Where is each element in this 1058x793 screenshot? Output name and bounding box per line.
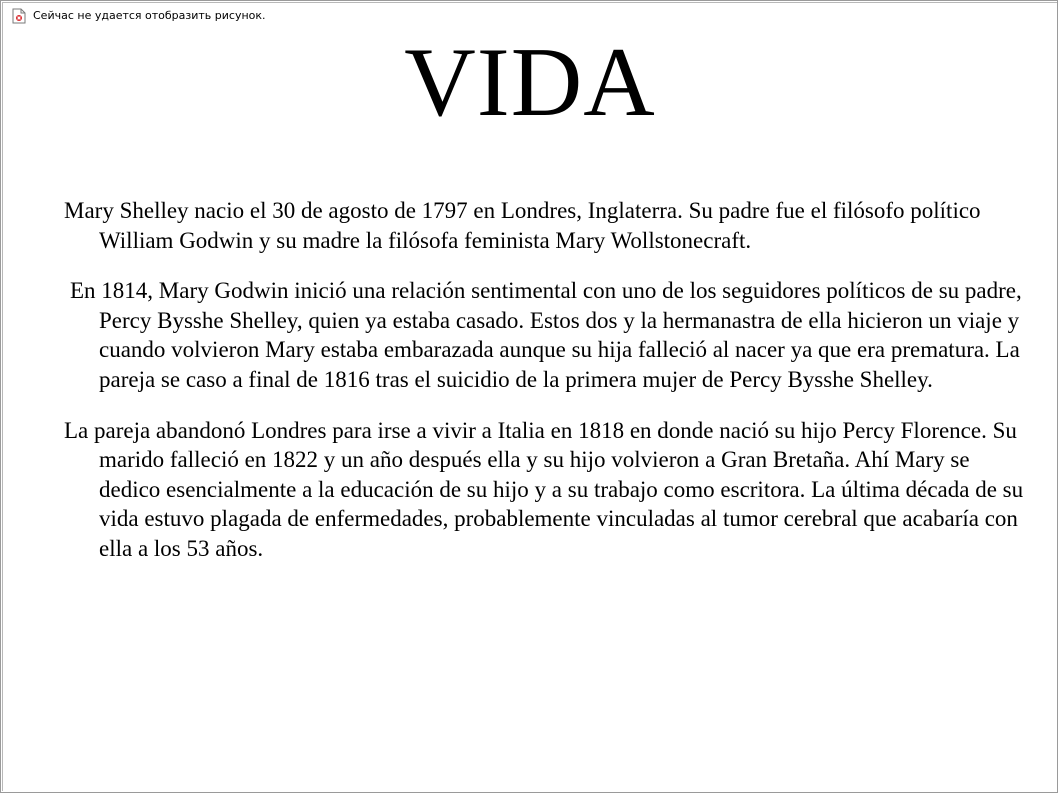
paragraph-italy: La pareja abandonó Londres para irse a vivir a Italia en 1818 en donde nació su hijo Percy Florence. Su marido falleció en 1822 y un año después ella y su hijo volvieron a Gran Bretaña. Ahí Mary se dedico esencialmente a la educación de su hijo y a su trabajo como escritora. La última década de su vida estuvo plagada de enfermedades, probablemente vinculadas al tumor cerebral que acabaría con ella a los 53 años. xyxy=(64,417,1024,561)
broken-image-icon xyxy=(12,8,26,24)
broken-image-notice xyxy=(12,8,266,24)
broken-image-notice-text: Сейчас не удается отобразить рисунок. xyxy=(33,9,266,22)
paragraph-relationship: En 1814, Mary Godwin inició una relación sentimental con uno de los seguidores políticos de su padre, Percy Bysshe Shelley, quien ya estaba casado. Estos dos y la hermanastra de ella hicieron un viaje y cuando volvieron Mary estaba embarazada aunque su hija falleció al nacer ya que era prematura. La pareja se caso a final de 1816 tras el suicidio de la primera mujer de Percy Bysshe Shelley. xyxy=(70,278,1022,392)
slide-body xyxy=(64,196,1024,564)
paragraph-birth: Mary Shelley nacio el 30 de agosto de 1797 en Londres, Inglaterra. Su padre fue el filósofo político William Godwin y su madre la filósofa feminista Mary Wollstonecraft. xyxy=(64,198,981,253)
slide-title: VIDA xyxy=(404,28,656,137)
